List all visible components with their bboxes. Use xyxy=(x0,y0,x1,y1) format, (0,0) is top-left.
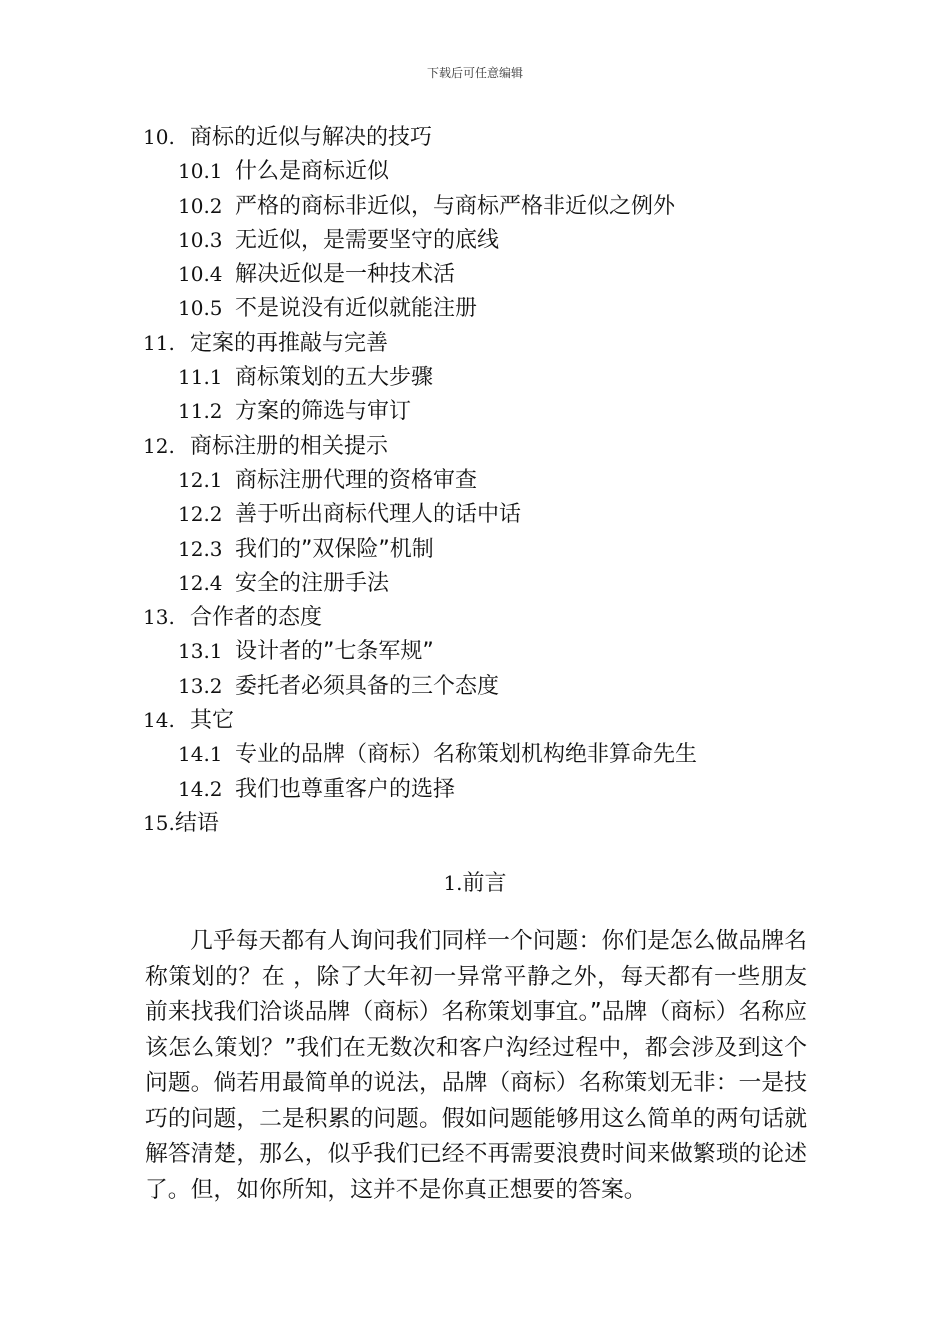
toc-entry xyxy=(143,120,843,154)
toc-entry-title: 商标注册代理的资格审查 xyxy=(235,467,478,493)
section-heading xyxy=(0,866,950,901)
toc-subentry xyxy=(143,669,843,703)
toc-entry-title: 合作者的态度 xyxy=(190,605,323,631)
toc-entry-number: 10.3 xyxy=(178,227,223,252)
toc-entry-title: 无近似，是需要坚守的底线 xyxy=(235,227,500,253)
toc-entry xyxy=(143,326,843,360)
toc-entry-number: 11.1 xyxy=(178,365,223,390)
toc-entry-title: 其它 xyxy=(190,708,235,734)
toc-entry xyxy=(143,600,843,634)
toc-entry-title: 定案的再推敲与完善 xyxy=(190,330,389,356)
toc-entry-number: 13.1 xyxy=(178,639,223,664)
toc-entry-title: 什么是商标近似 xyxy=(235,159,390,185)
toc-entry-number: 10.5 xyxy=(178,296,223,321)
toc-entry-number: 10. xyxy=(143,125,175,149)
toc-entry-title: 专业的品牌（商标）名称策划机构绝非算命先生 xyxy=(235,742,698,768)
section-title: 前言 xyxy=(462,871,507,896)
toc-entry-number: 12. xyxy=(143,433,175,458)
toc-entry-number: 11.2 xyxy=(178,399,223,424)
toc-entry-title: 不是说没有近似就能注册 xyxy=(235,296,478,322)
toc-entry-number: 10.2 xyxy=(178,193,223,218)
toc-entry-number: 10.4 xyxy=(178,262,223,287)
toc-entry-number: 14.1 xyxy=(178,742,223,767)
toc-subentry xyxy=(143,566,843,600)
toc-subentry xyxy=(143,291,843,325)
toc-entry-title: 结语 xyxy=(174,810,219,836)
toc-entry-number: 15. xyxy=(143,810,175,835)
toc-entry-title: 解决近似是一种技术活 xyxy=(235,262,456,288)
toc-entry-number: 13.2 xyxy=(178,673,223,698)
toc-entry-title: 严格的商标非近似，与商标严格非近似之例外 xyxy=(235,193,676,219)
toc-entry xyxy=(143,429,843,463)
section-number: 1. xyxy=(443,871,463,895)
toc-subentry xyxy=(143,737,843,771)
toc-entry-number: 12.3 xyxy=(178,536,223,561)
toc-entry-title: 委托者必须具备的三个态度 xyxy=(235,673,500,699)
toc-subentry xyxy=(143,360,843,394)
toc-entry-number: 10.1 xyxy=(178,159,223,184)
toc-subentry xyxy=(143,154,843,188)
toc-entry-number: 12.2 xyxy=(178,502,223,527)
toc-subentry xyxy=(143,189,843,223)
toc-entry-title: 我们也尊重客户的选择 xyxy=(235,776,456,802)
toc-entry-title: 善于听出商标代理人的话中话 xyxy=(235,502,522,528)
toc-entry-number: 14. xyxy=(143,708,175,733)
toc-entry-number: 14.2 xyxy=(178,776,223,801)
toc-subentry xyxy=(143,394,843,428)
toc-entry-title: 安全的注册手法 xyxy=(235,570,390,596)
toc-entry-title: 设计者的”七条军规” xyxy=(235,639,434,665)
toc-entry-title: 商标策划的五大步骤 xyxy=(235,365,434,391)
toc-entry-title: 商标注册的相关提示 xyxy=(190,433,389,459)
toc-entry-title: 我们的”双保险”机制 xyxy=(235,536,434,562)
toc-entry-number: 11. xyxy=(143,330,175,355)
toc-entry xyxy=(143,806,843,840)
toc-entry-number: 13. xyxy=(143,605,175,630)
toc-subentry xyxy=(143,497,843,531)
toc-entry-number: 12.1 xyxy=(178,467,223,492)
toc-subentry xyxy=(143,532,843,566)
table-of-contents xyxy=(143,120,843,840)
toc-entry-title: 方案的筛选与审订 xyxy=(235,399,412,425)
body-paragraph: 几乎每天都有人询问我们同样一个问题：你们是怎么做品牌名称策划的？在 ，除了大年初一异常平静之外，每天都有一些朋友前来找我们洽谈品牌（商标）名称策划事宜。”品牌（商标）名称应该怎么策划？”我们在无数次和客户沟经过程中，都会涉及到这个问题。倘若用最简单的说法，品牌（商标）名称策划无非：一是技巧的问题，二是积累的问题。假如问题能够用这么简单的两句话就解答清楚，那么，似乎我们已经不再需要浪费时间来做繁琐的论述了。但，如你所知，这并不是你真正想要的答案。 xyxy=(145,928,807,1203)
toc-subentry xyxy=(143,463,843,497)
toc-entry-number: 12.4 xyxy=(178,570,223,595)
toc-subentry xyxy=(143,257,843,291)
toc-entry xyxy=(143,703,843,737)
download-note: 下载后可任意编辑 xyxy=(426,66,523,80)
toc-entry-title: 商标的近似与解决的技巧 xyxy=(190,125,433,150)
toc-subentry xyxy=(143,772,843,806)
toc-subentry xyxy=(143,634,843,668)
toc-subentry xyxy=(143,223,843,257)
